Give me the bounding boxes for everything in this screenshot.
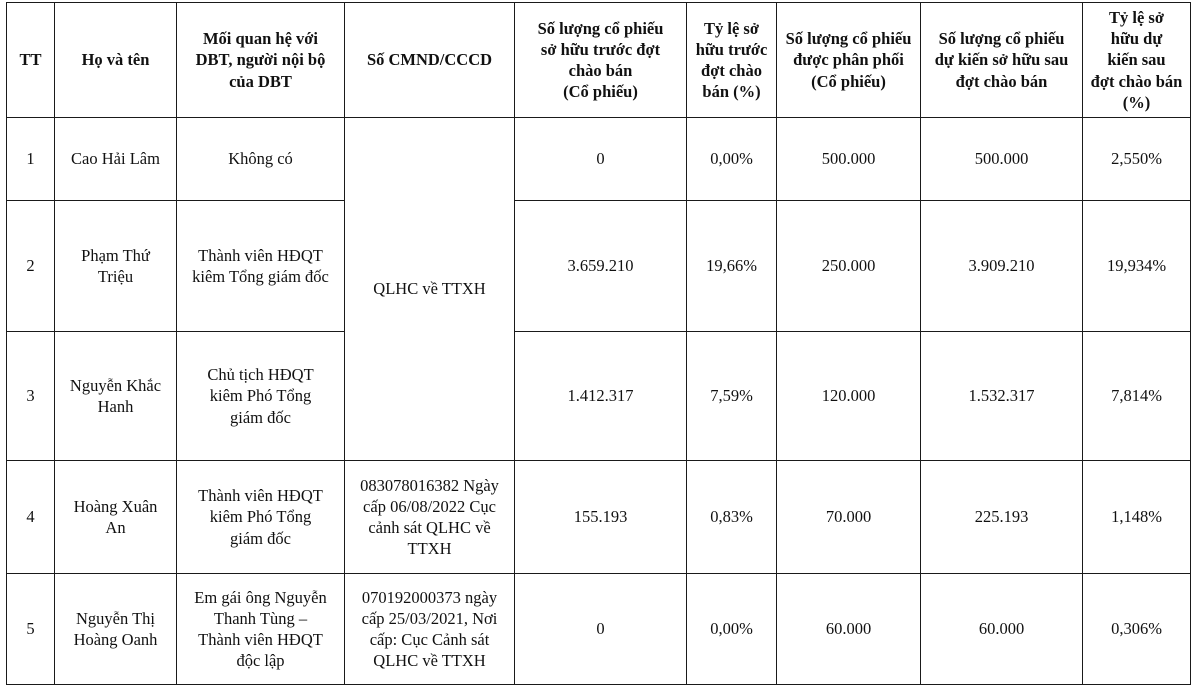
table-header-row (7, 3, 1191, 118)
cell-line: Hoàng Oanh (73, 630, 158, 649)
header-line: hữu trước (695, 39, 768, 59)
header-line: hữu dự (1110, 29, 1163, 49)
cell-line: kiêm Tổng giám đốc (192, 267, 329, 286)
cell-pct-after: 7,814% (1083, 332, 1191, 461)
cell-tt: 5 (7, 574, 55, 685)
cell-shares-after: 60.000 (921, 574, 1083, 685)
document-page (0, 2, 1200, 671)
cell-shares-before: 3.659.210 (515, 201, 687, 332)
header-line: đợt chào bán (955, 71, 1048, 91)
cell-shares-before: 0 (515, 118, 687, 201)
cell-line: cảnh sát QLHC về (368, 518, 491, 537)
header-line: dự kiến sở hữu sau (934, 50, 1069, 70)
header-line: của DBT (229, 71, 292, 91)
cell-id-number (345, 574, 515, 685)
cell-line: Hanh (97, 397, 134, 416)
cell-pct-after: 19,934% (1083, 201, 1191, 332)
cell-shares-before: 155.193 (515, 461, 687, 574)
column-header-pct-before (687, 3, 777, 118)
header-line: Số lượng cổ phiếu (785, 29, 912, 49)
cell-line: 070192000373 ngày (361, 587, 498, 607)
cell-shares-allocated: 500.000 (777, 118, 921, 201)
header-line: kiến sau (1107, 50, 1166, 70)
header-line: DBT, người nội bộ (195, 50, 326, 70)
cell-line: Chủ tịch HĐQT (207, 365, 314, 385)
cell-relationship (177, 118, 345, 201)
header-line: được phân phối (793, 50, 904, 70)
header-line: chào bán (568, 61, 633, 80)
header-line: Mối quan hệ với (202, 29, 319, 49)
cell-pct-before: 0,00% (687, 574, 777, 685)
column-header-shares-allocated (777, 3, 921, 118)
cell-line: QLHC về TTXH (373, 651, 486, 671)
table-row (7, 574, 1191, 685)
cell-line: 083078016382 Ngày (360, 475, 499, 495)
cell-relationship (177, 461, 345, 574)
shareholders-table (6, 2, 1191, 685)
column-header-tt (7, 3, 55, 118)
header-line: Số lượng cổ phiếu (938, 29, 1065, 49)
cell-name (55, 201, 177, 332)
cell-line: Không có (228, 149, 293, 169)
header-line: đợt chào bán (1090, 71, 1183, 91)
cell-shares-before: 0 (515, 574, 687, 685)
cell-line: độc lập (236, 651, 285, 671)
cell-pct-after: 2,550% (1083, 118, 1191, 201)
cell-relationship (177, 332, 345, 461)
cell-name (55, 332, 177, 461)
cell-pct-after: 1,148% (1083, 461, 1191, 574)
cell-line: Em gái ông Nguyễn (194, 587, 327, 607)
header-line: Họ và tên (81, 50, 150, 70)
cell-pct-before: 0,83% (687, 461, 777, 574)
header-line: bán (%) (702, 82, 761, 102)
cell-pct-after: 0,306% (1083, 574, 1191, 685)
cell-line: Thành viên HĐQT (198, 630, 323, 649)
cell-relationship (177, 201, 345, 332)
cell-line: TTXH (407, 539, 452, 559)
cell-line: cấp 06/08/2022 Cục (363, 496, 496, 516)
table-row (7, 201, 1191, 332)
cell-shares-after: 1.532.317 (921, 332, 1083, 461)
cell-line: Nguyễn Thị (76, 608, 155, 628)
header-line: Số lượng cổ phiếu (537, 18, 664, 38)
header-line: TT (19, 50, 42, 70)
cell-pct-before: 7,59% (687, 332, 777, 461)
column-header-shares-after (921, 3, 1083, 118)
cell-shares-allocated: 70.000 (777, 461, 921, 574)
header-line: Tỷ lệ sở (1109, 8, 1164, 28)
cell-shares-allocated: 120.000 (777, 332, 921, 461)
cell-line: giám đốc (230, 407, 291, 427)
cell-line: Cao Hải Lâm (71, 149, 160, 169)
cell-tt: 3 (7, 332, 55, 461)
header-line: Tỷ lệ sở (704, 18, 759, 38)
cell-line: Thành viên HĐQT (198, 486, 323, 506)
cell-relationship (177, 574, 345, 685)
cell-shares-after: 3.909.210 (921, 201, 1083, 332)
cell-line: Thanh Tùng – (213, 608, 308, 628)
cell-line: giám đốc (230, 528, 291, 548)
header-line: (Cổ phiếu) (563, 82, 638, 102)
cell-line: Phạm Thứ (81, 245, 150, 265)
cell-line: kiêm Phó Tổng (209, 507, 312, 527)
cell-id-number-merged (345, 118, 515, 461)
table-row (7, 332, 1191, 461)
cell-line: Hoàng Xuân (73, 496, 158, 516)
cell-line: Triệu (97, 267, 134, 286)
cell-name (55, 461, 177, 574)
column-header-name (55, 3, 177, 118)
column-header-relationship (177, 3, 345, 118)
column-header-pct-after (1083, 3, 1191, 118)
table-row (7, 118, 1191, 201)
cell-shares-before: 1.412.317 (515, 332, 687, 461)
cell-line: kiêm Phó Tổng (209, 386, 312, 406)
cell-line: Thành viên HĐQT (198, 245, 323, 265)
cell-line: QLHC về TTXH (373, 279, 486, 299)
header-line: Số CMND/CCCD (366, 50, 493, 70)
cell-tt: 2 (7, 201, 55, 332)
header-line: sở hữu trước đợt (540, 39, 661, 59)
column-header-id-number (345, 3, 515, 118)
header-line: (Cổ phiếu) (811, 71, 886, 91)
cell-line: An (105, 518, 126, 537)
cell-shares-after: 225.193 (921, 461, 1083, 574)
cell-id-number (345, 461, 515, 574)
cell-tt: 1 (7, 118, 55, 201)
column-header-shares-before (515, 3, 687, 118)
cell-line: Nguyễn Khắc (69, 375, 162, 395)
cell-pct-before: 0,00% (687, 118, 777, 201)
cell-tt: 4 (7, 461, 55, 574)
cell-line: cấp: Cục Cảnh sát (369, 630, 490, 649)
cell-line: cấp 25/03/2021, Nơi (361, 608, 498, 628)
table-row (7, 461, 1191, 574)
cell-pct-before: 19,66% (687, 201, 777, 332)
header-line: đợt chào (701, 61, 762, 80)
header-line: (%) (1122, 92, 1151, 112)
cell-shares-after: 500.000 (921, 118, 1083, 201)
cell-name (55, 118, 177, 201)
cell-shares-allocated: 250.000 (777, 201, 921, 332)
cell-shares-allocated: 60.000 (777, 574, 921, 685)
cell-name (55, 574, 177, 685)
